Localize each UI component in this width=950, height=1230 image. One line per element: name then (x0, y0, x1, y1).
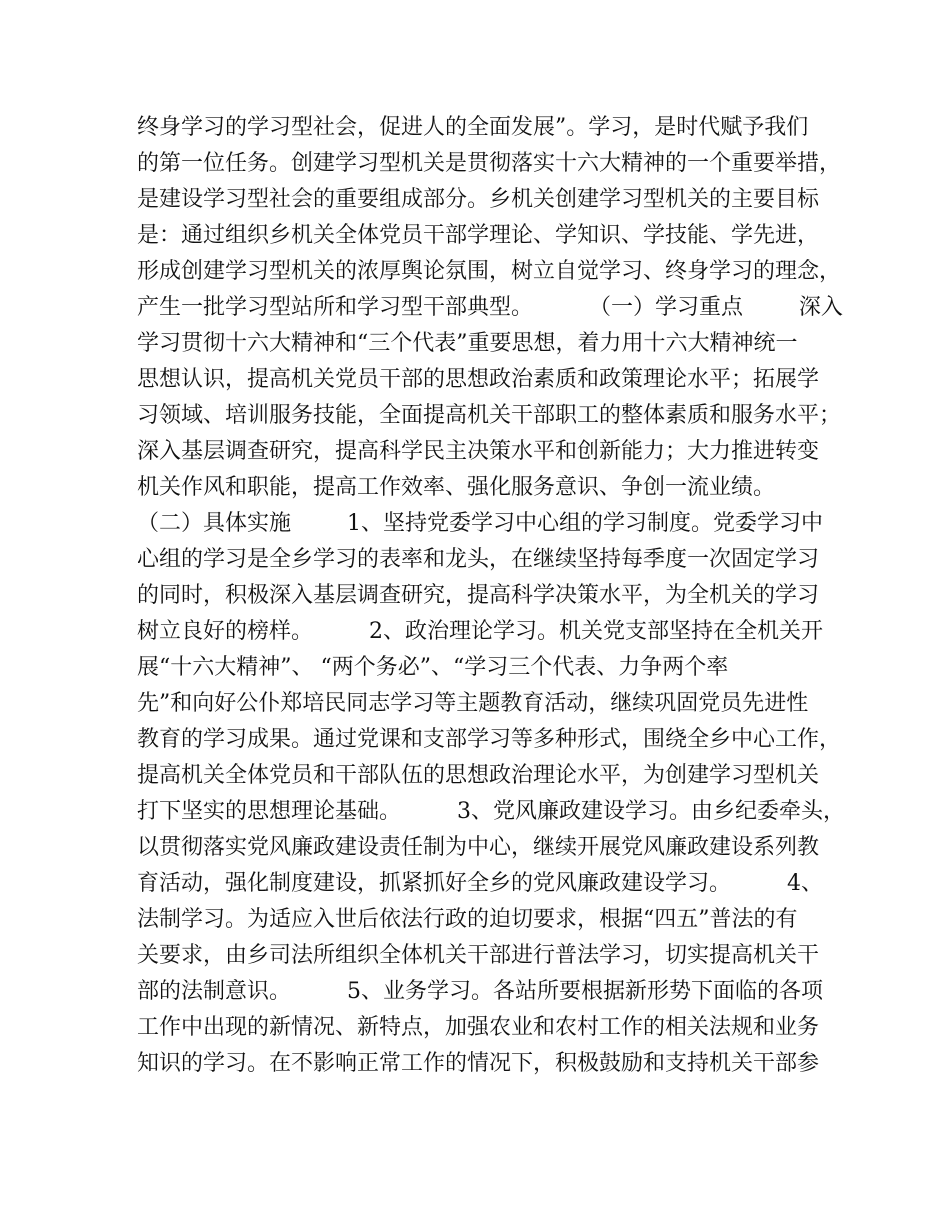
text-line: 终身学习的学习型社会，促进人的全面发展”。学习，是时代赋予我们 (137, 115, 809, 140)
text-line: 知识的学习。在不影响正常工作的情况下，积极鼓励和支持机关干部参 (137, 1051, 820, 1076)
text-line: 教育的学习成果。通过党课和支部学习等多种形式，围绕全乡中心工作， (137, 727, 842, 752)
text-line: 以贯彻落实党风廉政建设责任制为中心，继续开展党风廉政建设系列教 (137, 835, 820, 860)
body-text (137, 110, 845, 1082)
text-line: 的同时，积极深入基层调查研究，提高科学决策水平，为全机关的学习 (137, 583, 820, 608)
text-line: 产生一批学习型站所和学习型干部典型。 （一）学习重点 深入 (137, 295, 843, 320)
text-line: 展“十六大精神”、 “两个务必”、“学习三个代表、力争两个率 (137, 655, 729, 680)
text-line: 是：通过组织乡机关全体党员干部学理论、学知识、学技能、学先进， (137, 223, 820, 248)
text-line: 深入基层调查研究，提高科学民主决策水平和创新能力；大力推进转变 (137, 439, 820, 464)
text-line: 习领域、培训服务技能，全面提高机关干部职工的整体素质和服务水平； (137, 403, 842, 428)
text-line: 心组的学习是全乡学习的表率和龙头，在继续坚持每季度一次固定学习 (137, 547, 820, 572)
text-line: 是建设学习型社会的重要组成部分。乡机关创建学习型机关的主要目标 (137, 187, 820, 212)
text-line: 打下坚实的思想理论基础。 3、党风廉政建设学习。由乡纪委牵头， (137, 799, 845, 824)
text-line: 机关作风和职能，提高工作效率、强化服务意识、争创一流业绩。 (137, 475, 776, 500)
text-line: 法制学习。为适应入世后依法行政的迫切要求，根据“四五”普法的有 (137, 907, 798, 932)
text-line: 部的法制意识。 5、业务学习。各站所要根据新形势下面临的各项 (137, 979, 823, 1004)
text-line: 学习贯彻十六大精神和“三个代表”重要思想，着力用十六大精神统一 (137, 331, 798, 356)
text-line: 先”和向好公仆郑培民同志学习等主题教育活动，继续巩固党员先进性 (137, 691, 809, 716)
text-line: 关要求，由乡司法所组织全体机关干部进行普法学习，切实提高机关干 (137, 943, 820, 968)
text-line: （二）具体实施 1、坚持党委学习中心组的学习制度。党委学习中 (137, 511, 823, 536)
text-line: 育活动，强化制度建设，抓紧抓好全乡的党风廉政建设学习。 4、 (137, 871, 823, 896)
text-line: 工作中出现的新情况、新特点，加强农业和农村工作的相关法规和业务 (137, 1015, 820, 1040)
text-line: 形成创建学习型机关的浓厚舆论氛围，树立自觉学习、终身学习的理念， (137, 259, 842, 284)
text-line: 提高机关全体党员和干部队伍的思想政治理论水平，为创建学习型机关 (137, 763, 820, 788)
text-line: 思想认识，提高机关党员干部的思想政治素质和政策理论水平；拓展学 (137, 367, 820, 392)
text-line: 的第一位任务。创建学习型机关是贯彻落实十六大精神的一个重要举措， (137, 151, 842, 176)
text-line: 树立良好的榜样。 2、政治理论学习。机关党支部坚持在全机关开 (137, 619, 823, 644)
